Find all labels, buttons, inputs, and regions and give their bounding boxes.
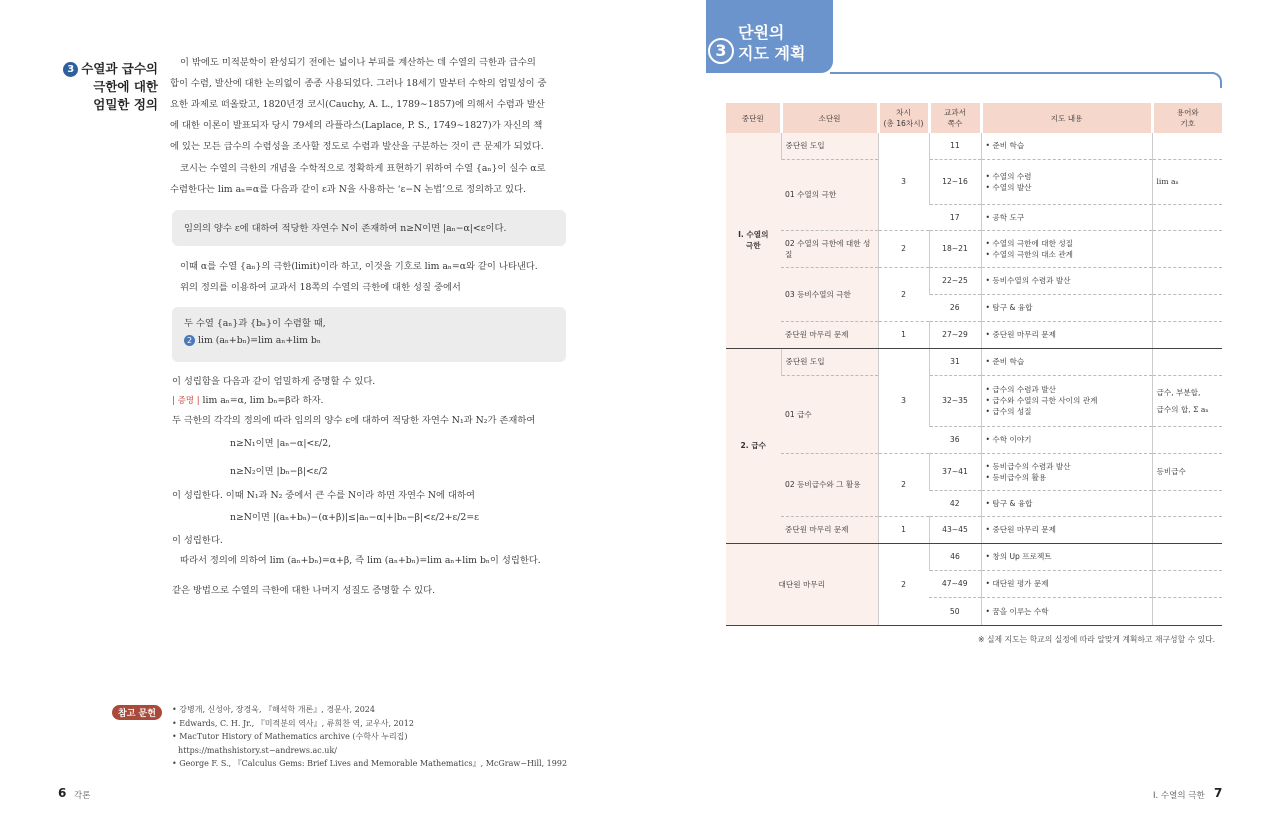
- proof-line-3: 이 성립한다.: [172, 535, 223, 546]
- pages-cell: 36: [929, 426, 981, 453]
- para-line: 이 밖에도 미적분학이 완성되기 전에는 넓이나 부피를 계산하는 데 수열의 극한과 급수의: [180, 57, 536, 68]
- term-cell: [1152, 294, 1222, 321]
- reference-item: • 강병개, 신성아, 장경욱, 『해석학 개론』, 경문사, 2024: [172, 705, 375, 714]
- content-cell: [981, 597, 1152, 625]
- para-line: 위의 정의를 이용하여 교과서 18쪽의 수열의 극한에 대한 성질 중에서: [180, 282, 461, 293]
- pages-cell: 22∼25: [929, 267, 981, 294]
- subunit-cell: 중단원 도입: [781, 348, 878, 375]
- proof-setup-text: lim aₙ=α, lim bₙ=β라 하자.: [202, 395, 324, 406]
- content-cell: [981, 133, 1152, 159]
- pages-cell: 32∼35: [929, 375, 981, 426]
- proof-intro: 이 성립함을 다음과 같이 엄밀하게 증명할 수 있다.: [172, 376, 376, 387]
- content-cell: [981, 543, 1152, 570]
- term-cell: [1152, 267, 1222, 294]
- hours-cell: 3: [878, 133, 929, 230]
- para-line: 수렴한다는 lim aₙ=α를 다음과 같이 ε과 N을 사용하는 ‘ε−N 논법’으로 정의하고 있다.: [170, 184, 526, 195]
- table-row: [726, 543, 1222, 570]
- content-item: • 꿈을 이루는 수학: [986, 606, 1148, 617]
- content-cell: [981, 516, 1152, 543]
- subunit-cell: 중단원 도입: [781, 133, 878, 159]
- term-cell: [1152, 597, 1222, 625]
- content-item: • 탐구 & 융합: [986, 498, 1148, 509]
- col-header: 지도 내용: [981, 103, 1152, 133]
- table-row: [726, 159, 1222, 204]
- subunit-cell: 03 등비수열의 극한: [781, 267, 878, 321]
- unit-cell: 2. 급수: [726, 348, 781, 543]
- col-header: 소단원: [781, 103, 878, 133]
- content-cell: [981, 204, 1152, 230]
- section-title-line-3: 엄밀한 정의: [93, 97, 158, 112]
- definition-text: 임의의 양수 ε에 대하여 적당한 자연수 N이 존재하여 n≥N이면 |aₙ−α|<ε이다.: [184, 223, 507, 234]
- subunit-cell: 02 수열의 극한에 대한 성질: [781, 230, 878, 267]
- page-label-right: I. 수열의 극한: [1153, 791, 1205, 801]
- hours-cell: 3: [878, 348, 929, 453]
- content-item: • 수학 이야기: [986, 434, 1148, 445]
- hours-cell: 1: [878, 516, 929, 543]
- content-cell: [981, 375, 1152, 426]
- content-cell: [981, 230, 1152, 267]
- content-cell: [981, 490, 1152, 516]
- term-line: 급수, 부분합,: [1156, 387, 1201, 397]
- reference-item: • MacTutor History of Mathematics archive (수학사 누리집): [172, 732, 408, 741]
- pages-cell: 18∼21: [929, 230, 981, 267]
- col-header: 용어와 기호: [1152, 103, 1222, 133]
- table-row: [726, 375, 1222, 426]
- col-header: 중단원: [726, 103, 781, 133]
- reference-item: • Edwards, C. H. Jr., 『미적분의 역사』, 류희찬 역, 교우사, 2012: [172, 718, 414, 728]
- table-row: [726, 133, 1222, 159]
- header-rule-curve: [1206, 72, 1222, 88]
- term-cell: [1152, 321, 1222, 348]
- col-header: 차시 (총 16차시): [878, 103, 929, 133]
- equation-1: n≥N₁이면 |aₙ−α|<ε/2,: [230, 438, 332, 449]
- term-cell: [1152, 426, 1222, 453]
- content-item: • 공학 도구: [986, 212, 1148, 223]
- teaching-plan-table: [726, 103, 1222, 626]
- content-item: • 수열의 극한의 대소 관계: [986, 249, 1148, 260]
- proof-line-2: 이 성립한다. 이때 N₁과 N₂ 중에서 큰 수를 N이라 하면 자연수 N에 대하여: [172, 490, 475, 501]
- content-cell: [981, 321, 1152, 348]
- para-line: 에 대한 이론이 발표되자 당시 79세의 라플라스(Laplace, P. S., 1749∼1827)가 자신의 책: [170, 120, 543, 131]
- pages-cell: 17: [929, 204, 981, 230]
- definition-box: [172, 210, 566, 246]
- paragraph-1: [170, 52, 547, 157]
- content-item: • 중단원 마무리 문제: [986, 329, 1148, 340]
- number-2-badge: 2: [184, 335, 195, 346]
- pages-cell: 27∼29: [929, 321, 981, 348]
- proof-block: [172, 372, 541, 572]
- badge-title-line-1: 단원의: [738, 23, 785, 42]
- hours-cell: 2: [878, 230, 929, 267]
- unit-badge-number: 3: [708, 38, 734, 64]
- table-row: [726, 516, 1222, 543]
- unit-badge-title: [738, 22, 805, 64]
- term-cell: [1152, 133, 1222, 159]
- proof-setup: [172, 391, 541, 411]
- content-item: • 중단원 마무리 문제: [986, 524, 1148, 535]
- pages-cell: 46: [929, 543, 981, 570]
- pages-cell: 37∼41: [929, 453, 981, 490]
- paragraph-2: [170, 158, 546, 200]
- content-item: • 대단원 평가 문제: [986, 578, 1148, 589]
- hours-cell: 2: [878, 267, 929, 321]
- para-line: 에 있는 모든 급수의 수렴성을 조사할 정도로 수렴과 발산을 구분하는 것이 큰 문제가 되었다.: [170, 141, 544, 152]
- pages-cell: 47∼49: [929, 570, 981, 597]
- unit-cell: I. 수열의 극한: [726, 133, 781, 348]
- reference-url: https://mathshistory.st−andrews.ac.uk/: [178, 745, 338, 755]
- content-item: • 급수의 수렴과 발산: [986, 384, 1148, 395]
- pages-cell: 26: [929, 294, 981, 321]
- content-item: • 등비급수의 수렴과 발산: [986, 461, 1148, 472]
- para-line: 합이 수렴, 발산에 대한 논의없이 종종 사용되었다. 그러나 18세기 말부터 수학의 엄밀성이 중: [170, 78, 547, 89]
- pages-cell: 12∼16: [929, 159, 981, 204]
- content-cell: [981, 348, 1152, 375]
- section-title-line-2: 극한에 대한: [93, 79, 158, 94]
- subunit-cell: 02 등비급수와 그 활용: [781, 453, 878, 516]
- references-list: [172, 703, 567, 771]
- proof-line: 두 극한의 각각의 정의에 따라 임의의 양수 ε에 대하여 적당한 자연수 N₁과 N₂가 존재하여: [172, 415, 536, 426]
- content-cell: [981, 426, 1152, 453]
- page-number-left: 6: [58, 786, 67, 800]
- table-row: [726, 230, 1222, 267]
- term-cell: [1152, 375, 1222, 426]
- content-item: • 수열의 극한에 대한 성질: [986, 238, 1148, 249]
- content-item: • 등비수열의 수렴과 발산: [986, 275, 1148, 286]
- term-cell: [1152, 204, 1222, 230]
- content-cell: [981, 159, 1152, 204]
- content-item: • 수열의 발산: [986, 182, 1148, 193]
- term-cell: [1152, 490, 1222, 516]
- pages-cell: 43∼45: [929, 516, 981, 543]
- table-row: [726, 321, 1222, 348]
- content-item: • 등비급수의 활용: [986, 472, 1148, 483]
- pages-cell: 42: [929, 490, 981, 516]
- equation-2: n≥N₂이면 |bₙ−β|<ε/2: [230, 466, 328, 477]
- pages-cell: 31: [929, 348, 981, 375]
- theorem-formula: lim (aₙ+bₙ)=lim aₙ+lim bₙ: [198, 335, 321, 346]
- hours-cell: 2: [878, 453, 929, 516]
- term-cell: [1152, 230, 1222, 267]
- content-cell: [981, 267, 1152, 294]
- equation-3: n≥N이면 |(aₙ+bₙ)−(α+β)|≤|aₙ−α|+|bₙ−β|<ε/2+ε/2=ε: [230, 512, 479, 523]
- section-title-line-1: 수열과 급수의: [81, 61, 158, 76]
- content-item: • 급수의 성질: [986, 406, 1148, 417]
- hours-cell: 2: [878, 543, 929, 625]
- term-cell: [1152, 348, 1222, 375]
- section-heading: [58, 60, 158, 114]
- content-item: • 급수와 수열의 극한 사이의 관계: [986, 395, 1148, 406]
- para-line: 요한 과제로 떠올랐고, 1820년경 코시(Cauchy, A. L., 1789∼1857)에 의해서 수렴과 발산: [170, 99, 545, 110]
- table-row: [726, 453, 1222, 490]
- table-header-row: [726, 103, 1222, 133]
- term-cell: 등비급수: [1152, 453, 1222, 490]
- content-item: • 준비 학습: [986, 140, 1148, 151]
- term-cell: [1152, 543, 1222, 570]
- closing-text: 같은 방법으로 수열의 극한에 대한 나머지 성질도 증명할 수 있다.: [172, 585, 436, 596]
- page-label-left: 각론: [74, 791, 91, 801]
- term-cell: [1152, 516, 1222, 543]
- subunit-cell: 중단원 마무리 문제: [781, 321, 878, 348]
- theorem-line-2: [184, 332, 566, 350]
- section-number-badge: 3: [63, 62, 78, 77]
- page-number-right: 7: [1214, 786, 1223, 800]
- term-cell: [1152, 570, 1222, 597]
- badge-title-line-2: 지도 계획: [738, 44, 806, 63]
- para-line: 코시는 수열의 극한의 개념을 수학적으로 정확하게 표현하기 위하여 수열 {aₙ}이 실수 α로: [180, 163, 546, 174]
- pages-cell: 11: [929, 133, 981, 159]
- references-label: 참고 문헌: [112, 705, 162, 720]
- table-row: [726, 348, 1222, 375]
- subunit-cell: 01 수열의 극한: [781, 159, 878, 230]
- reference-item: • George F. S., 『Calculus Gems: Brief Lives and Memorable Mathematics』, McGraw−Hill, 1992: [172, 759, 568, 768]
- footnote: ※ 실제 지도는 학교의 실정에 따라 알맞게 계획하고 재구성할 수 있다.: [978, 635, 1216, 644]
- subunit-cell: 중단원 마무리 문제: [781, 516, 878, 543]
- content-item: • 수열의 수렴: [986, 171, 1148, 182]
- pages-cell: 50: [929, 597, 981, 625]
- term-line: 급수의 합, Σ aₙ: [1156, 404, 1209, 414]
- theorem-box: [172, 307, 566, 362]
- content-cell: [981, 570, 1152, 597]
- content-cell: [981, 294, 1152, 321]
- content-item: • 준비 학습: [986, 356, 1148, 367]
- content-item: • 창의 Up 프로젝트: [986, 551, 1148, 562]
- header-rule: [830, 72, 1214, 74]
- content-cell: [981, 453, 1152, 490]
- content-item: • 탐구 & 융합: [986, 302, 1148, 313]
- table-row: [726, 267, 1222, 294]
- paragraph-3: [180, 256, 538, 298]
- proof-tag: | 증명 |: [172, 396, 200, 406]
- proof-conclusion: 따라서 정의에 의하여 lim (aₙ+bₙ)=α+β, 즉 lim (aₙ+bₙ)=lim aₙ+lim bₙ이 성립한다.: [180, 555, 541, 566]
- hours-cell: 1: [878, 321, 929, 348]
- col-header: 교과서 쪽수: [929, 103, 981, 133]
- para-line: 이때 α를 수열 {aₙ}의 극한(limit)이라 하고, 이것을 기호로 lim aₙ=α와 같이 나타낸다.: [180, 261, 538, 272]
- subunit-cell: 01 급수: [781, 375, 878, 453]
- theorem-line-1: 두 수열 {aₙ}과 {bₙ}이 수렴할 때,: [184, 318, 326, 329]
- term-cell: lim aₙ: [1152, 159, 1222, 204]
- unit-cell: 대단원 마무리: [726, 543, 878, 625]
